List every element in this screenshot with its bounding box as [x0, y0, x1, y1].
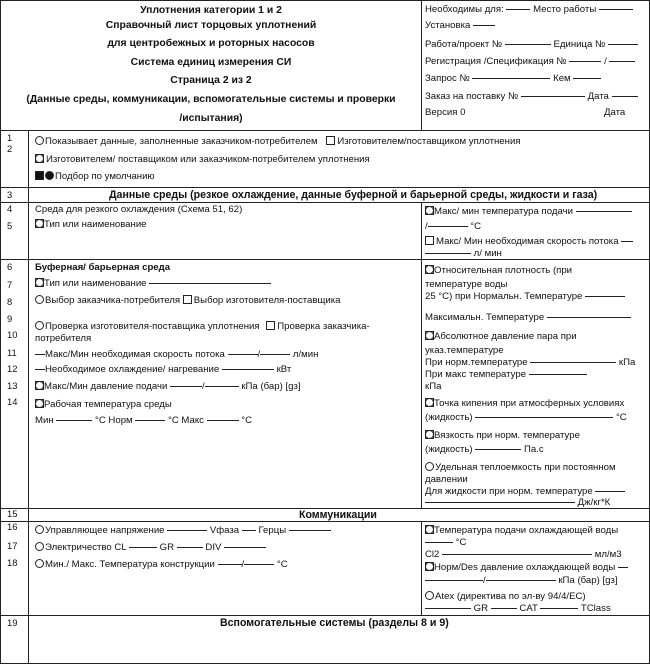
ml-m3-unit: мл/м3 [594, 549, 622, 560]
utilities-column-divider [421, 521, 422, 615]
cooling-label: Необходимое охлаждение/ нагревание [45, 364, 220, 375]
rel-density-label-3: 25 °С) при Нормальн. Температуре [425, 291, 583, 302]
atex-gr-label: GR [473, 603, 489, 614]
media-section-title: Данные среды (резкое охлаждение, данные буферной и барьерной среды, жидкости и газа) [109, 189, 598, 201]
viscosity-label: Вязкость при норм. температуре [434, 430, 580, 441]
pressure-line: Макс/Мин давление подачи / кПа (бар) [gз] [35, 381, 301, 392]
cw-supply-temp-line [425, 525, 618, 536]
project-label: Работа/проект № [425, 39, 503, 50]
kpa-bar-unit: кПа (бар) [gз] [241, 381, 301, 392]
by-whom-field[interactable] [573, 78, 601, 79]
at-norm-temp-field[interactable] [530, 362, 616, 363]
buffer-type-line [35, 278, 271, 289]
sheet-title: Справочный лист торцовых уплотнений [105, 20, 317, 31]
max-temp-line [425, 312, 631, 323]
page-number: Страница 2 из 2 [170, 75, 252, 86]
circle-symbol-icon [425, 591, 434, 600]
kpa-unit-2: кПа [425, 381, 442, 392]
circle-in-box-symbol-icon [35, 399, 44, 408]
electricity-cl-field[interactable] [129, 547, 157, 548]
utilities-section-title: Коммуникации [299, 509, 377, 521]
design-temp-line [35, 559, 288, 570]
heat-capacity-field[interactable] [595, 491, 625, 492]
viscosity-line [425, 430, 580, 441]
vphase-label: Vфаза [209, 525, 240, 536]
atex-values-line [425, 603, 611, 614]
at-norm-temp-label: При норм.температуре [425, 357, 528, 368]
slash: / [604, 56, 607, 67]
order-field[interactable] [521, 96, 585, 97]
registration-line [425, 56, 635, 67]
c-end-label: °С [241, 415, 253, 426]
quench-flow-field[interactable] [621, 241, 633, 242]
atex-cat-field[interactable] [491, 608, 517, 609]
request-label: Запрос № [425, 73, 470, 84]
row-number: 2 [7, 143, 13, 154]
boiling-point-value-line [425, 412, 627, 423]
deg-c-unit: °С [276, 559, 288, 570]
circle-symbol-icon [35, 525, 44, 534]
max-temp-label: Максимальн. Температуре [425, 312, 545, 323]
rule [1, 202, 649, 203]
viscosity-field[interactable] [475, 449, 521, 450]
box-symbol-icon[interactable] [183, 295, 192, 304]
electricity-label: Электричество CL [45, 542, 127, 553]
hertz-field[interactable] [289, 530, 331, 531]
request-line [425, 73, 601, 84]
atex-tclass-field[interactable] [540, 608, 578, 609]
order-label: Заказ на поставку № [425, 91, 519, 102]
max-temp-field[interactable] [547, 317, 631, 318]
mfr-check-label: Проверка изготовителя-поставщика уплотнения [45, 321, 260, 332]
circle-in-box-symbol-icon [425, 398, 434, 407]
electricity-line [35, 542, 266, 553]
control-voltage-field[interactable] [167, 530, 207, 531]
dash [35, 369, 45, 370]
circle-symbol-icon[interactable] [35, 295, 44, 304]
rel-density-norm-field[interactable] [585, 296, 625, 297]
units-system: Система единиц измерения СИ [130, 57, 292, 68]
unit-label: Единица № [553, 39, 606, 50]
cw-supply-temp-field[interactable] [425, 542, 453, 543]
cw-supply-temp-label: Температура подачи охлаждающей воды [434, 525, 619, 536]
quench-max-temp-field[interactable] [576, 211, 632, 212]
boiling-point-label: Точка кипения при атмосферных условиях [434, 398, 625, 409]
installation-field[interactable] [473, 25, 495, 26]
pressure-min-field[interactable] [205, 386, 239, 387]
at-max-temp-line [425, 369, 587, 380]
boiling-point-field[interactable] [475, 417, 613, 418]
customer-check-label: Проверка заказчика- [277, 321, 370, 332]
cw-pressure-label: Норм/Des давление охлаждающей воды [434, 562, 616, 573]
row-number: 15 [7, 508, 18, 519]
boiling-point-label-2: (жидкость) [425, 412, 473, 423]
circle-in-box-symbol-icon [425, 331, 434, 340]
rel-density-label-2: температуре воды [425, 279, 508, 290]
row-number: 16 [7, 521, 18, 532]
circle-symbol-icon [425, 462, 434, 471]
header-divider [421, 1, 422, 130]
buffer-type-field[interactable] [149, 283, 271, 284]
box-symbol-icon [425, 236, 434, 245]
work-temp-min-field[interactable] [56, 420, 92, 421]
row-number: 6 [7, 261, 13, 272]
cl2-label: Cl2 [425, 549, 440, 560]
order-date-field[interactable] [612, 96, 638, 97]
deg-c-unit-2: °С [615, 412, 627, 423]
quench-medium-label: Среда для резкого охлаждения (Схема 51, 62) [35, 204, 243, 215]
vphase-field[interactable] [242, 530, 256, 531]
buffer-flow-label: Макс/Мин необходимая скорость потока [45, 349, 225, 360]
version-label: Версия 0 [425, 107, 466, 118]
at-norm-temp-line [425, 357, 635, 368]
row-number: 8 [7, 296, 13, 307]
quench-temp-unit-line: / °С [425, 221, 482, 232]
circle-in-box-symbol-icon [35, 219, 44, 228]
cw-pressure-des-field[interactable] [486, 580, 556, 581]
circle-in-box-symbol-icon [425, 430, 434, 439]
required-for-label: Необходимы для: [425, 4, 504, 15]
media-column-divider [421, 202, 422, 508]
registration-field[interactable] [569, 61, 601, 62]
circle-symbol-icon[interactable] [35, 321, 44, 330]
div-label: DIV [205, 542, 222, 553]
buffer-choice-line [35, 295, 341, 306]
registration-label: Регистрация /Спецификация № [425, 56, 567, 67]
deg-c-unit-2: °С [455, 537, 467, 548]
row-number: 9 [7, 313, 13, 324]
box-symbol-icon [326, 136, 335, 145]
work-temp-max-field[interactable] [207, 420, 239, 421]
workplace-field[interactable] [599, 9, 633, 10]
design-temp-min-field[interactable] [218, 564, 242, 565]
legend-default-label: Подбор по умолчанию [55, 171, 155, 182]
unit-field[interactable] [608, 44, 638, 45]
min-label: Мин [35, 415, 54, 426]
filled-circle-symbol-icon [45, 171, 54, 180]
legend-box-label: Изготовителем/поставщиком уплотнения [337, 136, 521, 147]
installation-label: Установка [425, 20, 471, 31]
heat-capacity-value-line [425, 486, 625, 497]
work-temp-norm-field[interactable] [135, 420, 165, 421]
vapor-pressure-label-2: указ.температуре [425, 345, 504, 356]
viscosity-label-2: (жидкость) [425, 444, 473, 455]
atex-gr-field[interactable] [425, 608, 471, 609]
viscosity-value-line [425, 444, 544, 455]
buffer-check-line [35, 321, 370, 332]
quench-type-line [35, 219, 147, 230]
atex-label: Atex (директива по эл-ву 94/4/ЕС) [435, 591, 586, 602]
work-temp-label: Рабочая температура среды [44, 399, 172, 410]
boiling-point-line [425, 398, 624, 409]
installation-line [425, 20, 495, 31]
quench-supply-temp-line [425, 206, 632, 217]
pressure-label: Макс/Мин давление подачи [44, 381, 168, 392]
legend-circle-label: Показывает данные, заполненные заказчиком-потребителем [45, 136, 318, 147]
kpa-unit: кПа [618, 357, 636, 368]
kw-unit: кВт [276, 364, 292, 375]
cw-pressure-value-line: / кПа (бар) [gз] [425, 575, 618, 586]
heat-capacity-field-2[interactable] [425, 502, 575, 503]
circle-in-box-symbol-icon [35, 154, 44, 163]
row-number: 4 [7, 203, 13, 214]
c-max-label: °С Макс [167, 415, 204, 426]
at-max-temp-field[interactable] [529, 374, 587, 375]
l-min-unit: л/ мин [473, 248, 502, 259]
cooling-line [35, 364, 291, 375]
quench-min-temp-field[interactable] [428, 226, 468, 227]
mfr-choice-label: Выбор изготовителя-поставщика [193, 295, 341, 306]
electricity-gr-field[interactable] [177, 547, 203, 548]
cw-pressure-field[interactable] [618, 567, 628, 568]
row-number: 5 [7, 220, 13, 231]
legend-circle-box-label: Изготовителем/ поставщиком или заказчиком-потребителем уплотнения [46, 154, 370, 165]
rule [1, 615, 649, 616]
cooling-field[interactable] [222, 369, 274, 370]
vapor-pressure-line [425, 331, 577, 342]
circle-in-box-symbol-icon [425, 206, 434, 215]
customer-check-label-cont: потребителя [35, 333, 92, 344]
row-number: 12 [7, 363, 18, 374]
auxiliary-section-title: Вспомогательные системы (разделы 8 и 9) [220, 617, 449, 629]
quench-flow-line [425, 236, 633, 247]
box-symbol-icon[interactable] [266, 321, 275, 330]
atex-cat-label: CAT [519, 603, 538, 614]
by-whom-label: Кем [553, 73, 571, 84]
deg-c-unit: °С [470, 221, 482, 232]
registration-field-2[interactable] [609, 61, 635, 62]
filled-box-symbol-icon [35, 171, 44, 180]
dash [35, 354, 45, 355]
heat-unit: Дж/кг*К [577, 497, 611, 508]
circle-in-box-symbol-icon [425, 525, 434, 534]
work-temp-values-line [35, 415, 252, 426]
circle-symbol-icon [35, 136, 44, 145]
circle-in-box-symbol-icon [35, 381, 44, 390]
quench-flow-unit-line [425, 248, 502, 259]
row-number: 18 [7, 557, 18, 568]
rel-density-line [425, 265, 572, 276]
buffer-type-label: Тип или наименование [44, 278, 147, 289]
heat-unit-line [425, 497, 610, 508]
slash: / [241, 559, 245, 570]
control-voltage-line [35, 525, 331, 536]
atex-tclass-label: TClass [580, 603, 611, 614]
legend-row-2 [35, 154, 370, 165]
customer-choice-label: Выбор заказчика-потребителя [45, 295, 181, 306]
project-field[interactable] [505, 44, 551, 45]
heat-capacity-label: Удельная теплоемкость при постоянном [435, 462, 616, 473]
row-number: 13 [7, 380, 18, 391]
rel-density-norm-line [425, 291, 625, 302]
buffer-medium-title: Буферная/ барьерная среда [35, 262, 171, 273]
workplace-label: Место работы [533, 4, 597, 15]
row-number: 17 [7, 540, 18, 551]
version-date-label: Дата [604, 107, 626, 118]
atex-line [425, 591, 586, 602]
required-for-field[interactable] [506, 9, 530, 10]
page-scope: (Данные среды, коммуникации, вспомогательные системы и проверки [26, 94, 396, 105]
quench-flow-min-field[interactable] [425, 253, 471, 254]
gr-label: GR [159, 542, 175, 553]
heat-capacity-label-2: давлении [425, 474, 468, 485]
circle-in-box-symbol-icon [425, 265, 434, 274]
quench-flow-label: Макс/ Мин необходимая скорость потока [436, 236, 619, 247]
vapor-pressure-label: Абсолютное давление пара при [434, 331, 577, 342]
control-voltage-label: Управляющее напряжение [45, 525, 165, 536]
work-temp-line [35, 399, 172, 410]
row-number: 7 [7, 279, 13, 290]
page-scope-cont: /испытания) [179, 113, 243, 124]
pa-s-unit: Па.с [523, 444, 544, 455]
buffer-flow-min-field[interactable] [260, 354, 290, 355]
cw-pressure-line [425, 562, 628, 573]
circle-symbol-icon [35, 559, 44, 568]
cl2-field[interactable] [442, 554, 592, 555]
row-number: 10 [7, 329, 18, 340]
row-number: 11 [7, 347, 17, 358]
rel-density-label: Относительная плотность (при [434, 265, 573, 276]
design-temp-label: Мин./ Макс. Температура конструкции [45, 559, 215, 570]
at-max-temp-label: При макс температуре [425, 369, 527, 380]
row-number: 14 [7, 396, 18, 407]
sheet-subtitle: для центробежных и роторных насосов [107, 38, 315, 49]
circle-in-box-symbol-icon [35, 278, 44, 287]
order-date-label: Дата [587, 91, 609, 102]
request-field[interactable] [472, 78, 550, 79]
row-number: 1 [7, 132, 13, 143]
circle-symbol-icon [35, 542, 44, 551]
cw-supply-temp-value-line [425, 537, 466, 548]
rule [1, 130, 649, 131]
buffer-flow-max-field[interactable] [228, 354, 258, 355]
cl2-line [425, 549, 622, 560]
row-number: 3 [7, 189, 13, 200]
cw-pressure-norm-field[interactable] [425, 580, 483, 581]
rule [1, 187, 649, 188]
buffer-flow-line: Макс/Мин необходимая скорость потока / л/мин [35, 349, 318, 360]
heat-capacity-label-3: Для жидкости при норм. температуре [425, 486, 593, 497]
rule [1, 259, 649, 260]
electricity-div-field[interactable] [224, 547, 266, 548]
category-title: Уплотнения категории 1 и 2 [140, 5, 282, 16]
flow-unit: л/мин [292, 349, 319, 360]
c-norm-label: °С Норм [95, 415, 133, 426]
number-column-divider [28, 130, 29, 664]
order-line [425, 91, 638, 102]
design-temp-max-field[interactable] [244, 564, 274, 565]
heat-capacity-line [425, 462, 616, 473]
legend-row-1 [35, 136, 521, 147]
hertz-label: Герцы [258, 525, 287, 536]
required-for-line [425, 4, 633, 15]
row-number: 19 [7, 617, 18, 628]
pressure-max-field[interactable] [170, 386, 202, 387]
legend-row-3 [35, 171, 155, 182]
kpa-bar-unit: кПа (бар) [gз] [558, 575, 618, 586]
project-line [425, 39, 638, 50]
quench-supply-temp-label: Макс/ мин температура подачи [434, 206, 573, 217]
circle-in-box-symbol-icon [425, 562, 434, 571]
quench-type-label: Тип или наименование [44, 219, 147, 230]
